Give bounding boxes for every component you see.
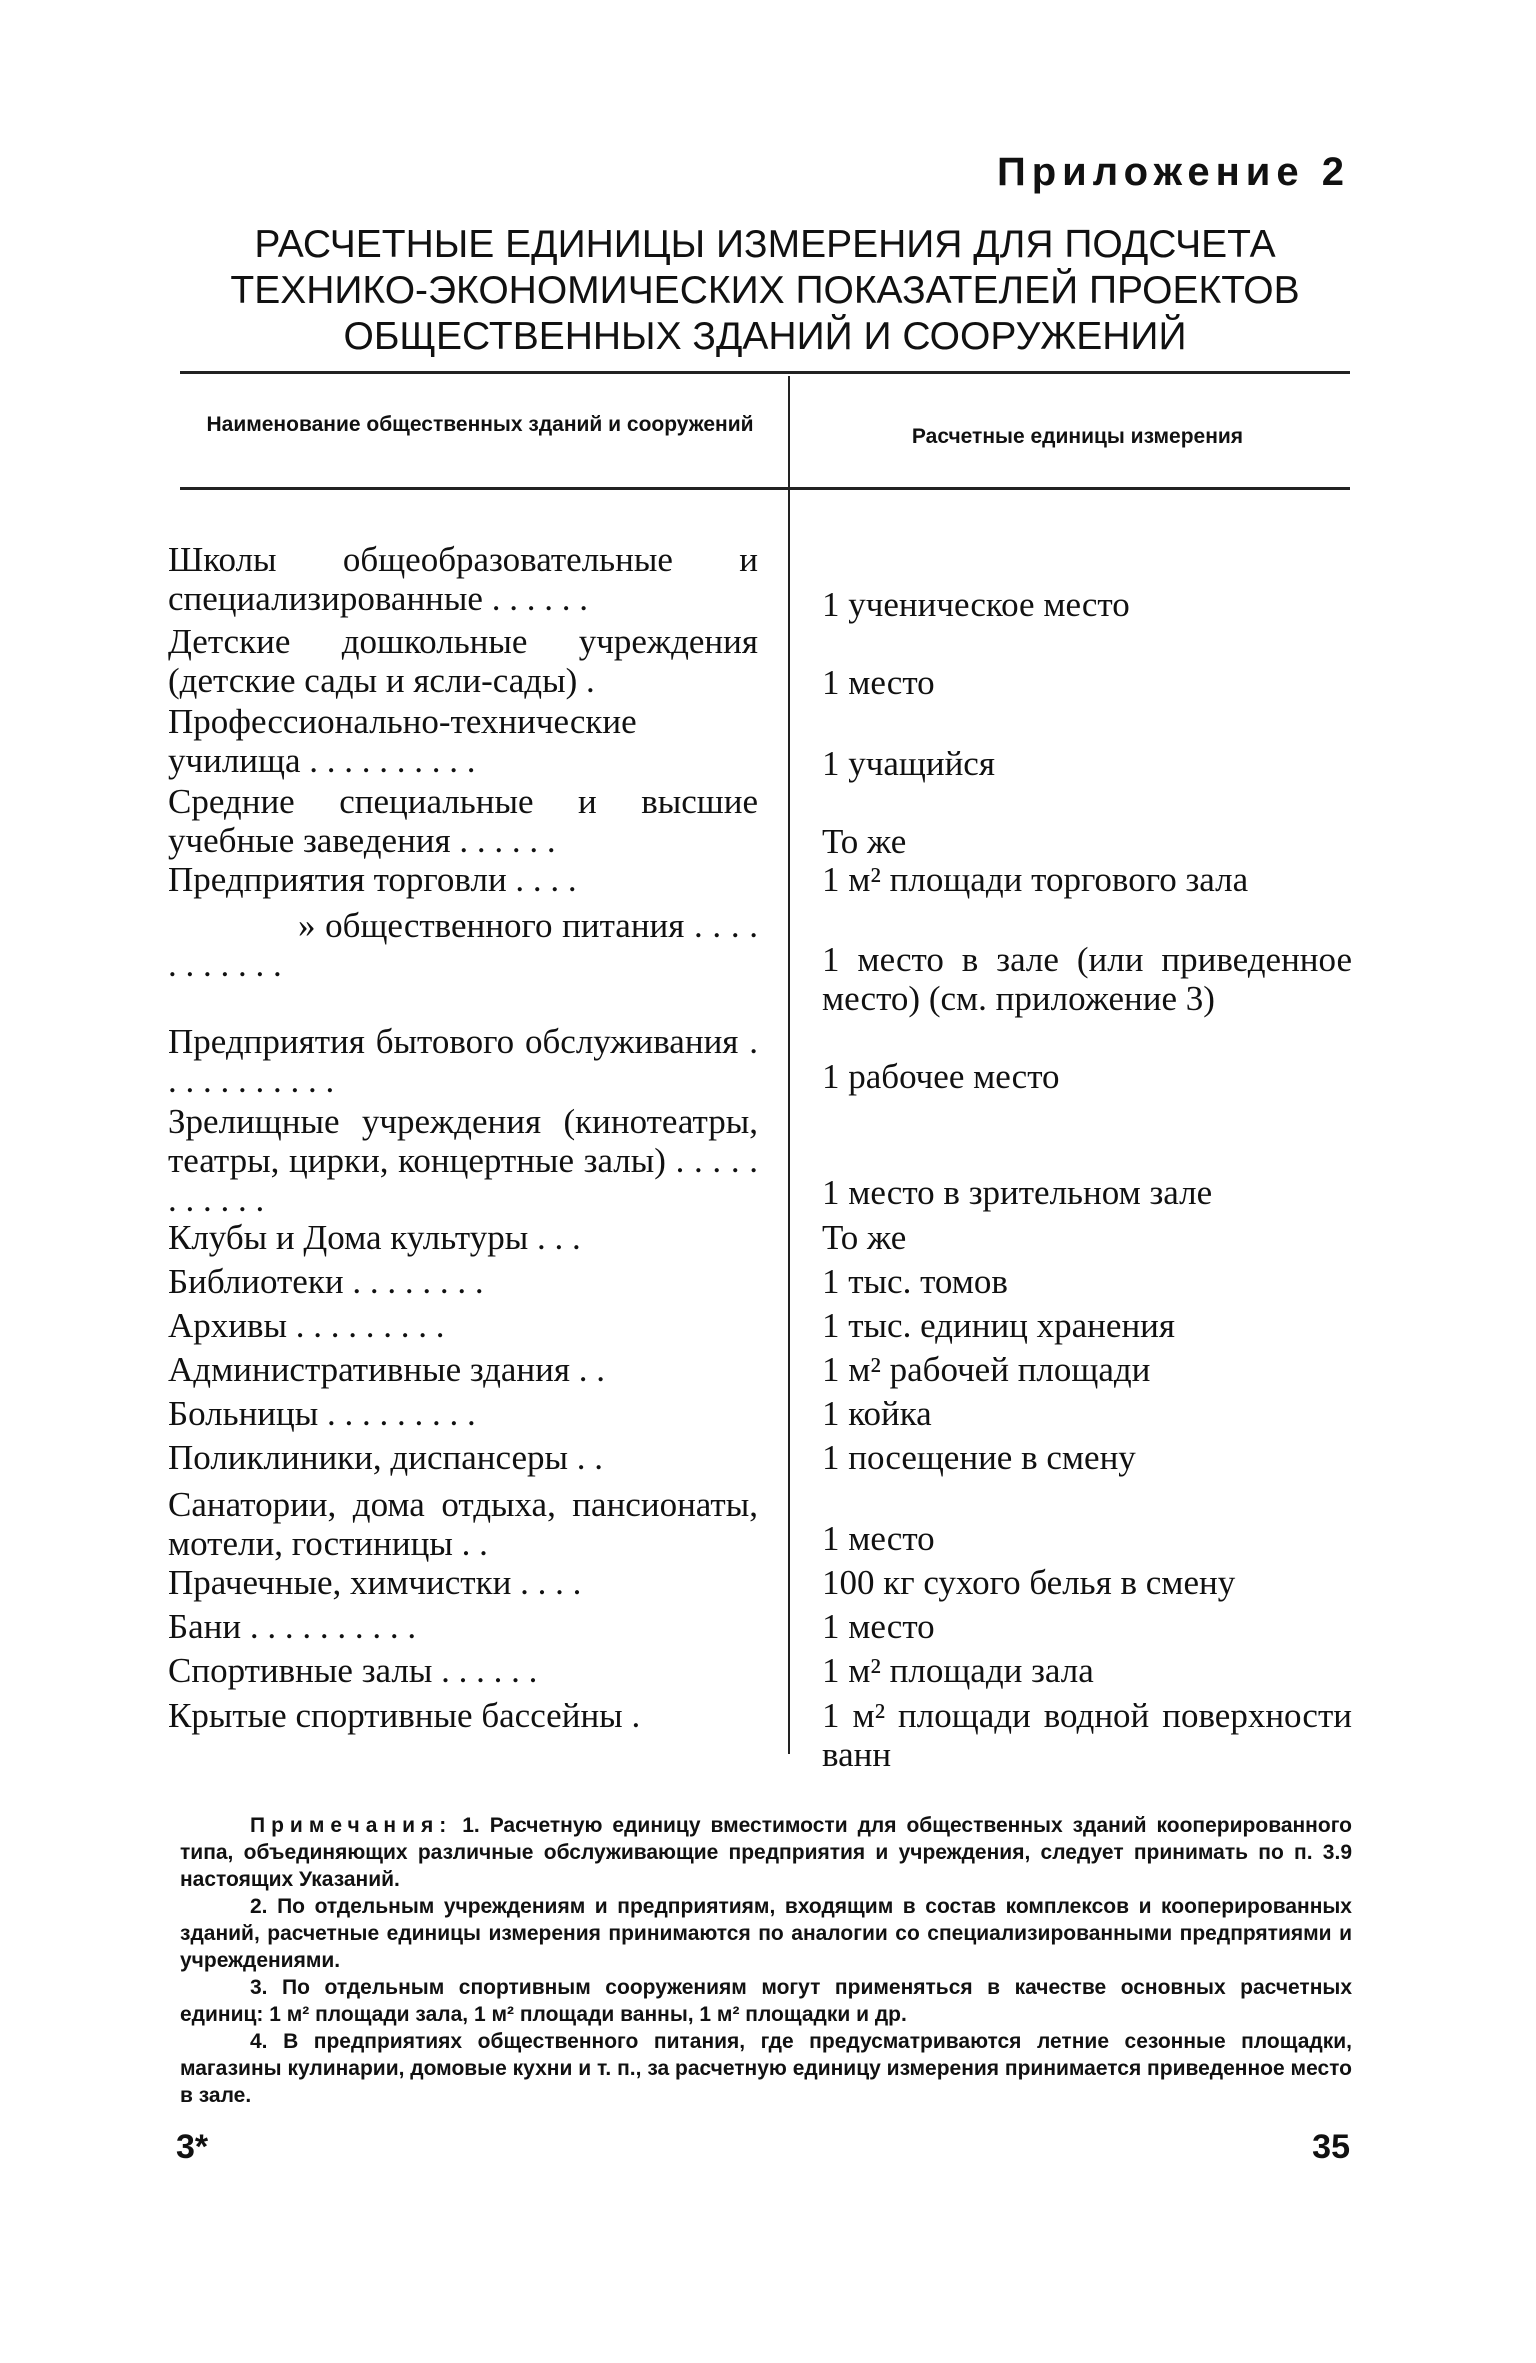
table-row-name: Архивы . . . . . . . . .	[168, 1306, 445, 1345]
table-row-name: » общественного питания . . . . . . . . . . .	[168, 906, 758, 984]
table-row-name: Больницы . . . . . . . . .	[168, 1394, 476, 1433]
table-row-unit: 1 место	[822, 1519, 935, 1558]
notes-section	[180, 1812, 1352, 2109]
table-row-unit: 1 место	[822, 1607, 935, 1646]
table-row-unit: 1 тыс. томов	[822, 1262, 1008, 1301]
table-header-rule	[180, 487, 1350, 490]
table-row-name: Спортивные залы . . . . . .	[168, 1651, 538, 1690]
table-row-name: Средние специальные и высшие учебные заведения . . . . . .	[168, 782, 758, 860]
note-item	[180, 1812, 1352, 1893]
table-row-unit: 1 место в зале (или приведенное место) (см. приложение 3)	[822, 940, 1352, 1018]
column-header-units: Расчетные единицы измерения	[911, 425, 1244, 448]
appendix-label: Приложение 2	[997, 150, 1350, 194]
column-header-name: Наименование общественных зданий и сооружений	[206, 413, 754, 436]
table-row-unit: 1 койка	[822, 1394, 932, 1433]
table-row-name: Зрелищные учреждения (кинотеатры, театры, цирки, концертные залы) . . . . . . . . . . .	[168, 1102, 758, 1219]
table-row-name: Предприятия торговли . . . .	[168, 860, 577, 899]
table-row-unit: То же	[822, 822, 907, 861]
table-row-unit: 1 м² площади водной поверхности ванн	[822, 1696, 1352, 1774]
note-item: 4. В предприятиях общественного питания, где предусматриваются летние сезонные площадки, магазины кулинарии, домовые кухни и т. п., за расчетную единицу измерения принимается приведенное место в зале.	[180, 2030, 1352, 2107]
table-row-name: Административные здания . .	[168, 1350, 605, 1389]
table-row-name: Санатории, дома отдыха, пансионаты, мотели, гостиницы . .	[168, 1485, 758, 1563]
table-row-name: Предприятия бытового обслуживания . . . . . . . . . . .	[168, 1022, 758, 1100]
table-column-divider	[788, 376, 790, 1754]
table-row-unit: 1 м² площади зала	[822, 1651, 1094, 1690]
page-number: 35	[1312, 2128, 1350, 2166]
notes-label: Примечания:	[250, 1814, 453, 1837]
table-row-unit: 1 рабочее место	[822, 1057, 1060, 1096]
table-row-name: Профессионально-технические училища . . . . . . . . . .	[168, 702, 637, 780]
table-row-name: Поликлиники, диспансеры . .	[168, 1438, 603, 1477]
table-row-name: Крытые спортивные бассейны .	[168, 1696, 641, 1735]
title-line: РАСЧЕТНЫЕ ЕДИНИЦЫ ИЗМЕРЕНИЯ ДЛЯ ПОДСЧЕТА	[254, 223, 1276, 266]
title-line: ОБЩЕСТВЕННЫХ ЗДАНИЙ И СООРУЖЕНИЙ	[343, 315, 1187, 358]
table-row-unit: 1 учащийся	[822, 744, 995, 783]
table-row-unit: 1 тыс. единиц хранения	[822, 1306, 1176, 1345]
table-row-unit: 1 место в зрительном зале	[822, 1173, 1213, 1212]
table-row-unit: 1 м² площади торгового зала	[822, 860, 1249, 899]
table-row-unit: 1 место	[822, 663, 935, 702]
table-row-name: Бани . . . . . . . . . .	[168, 1607, 417, 1646]
title-line: ТЕХНИКО-ЭКОНОМИЧЕСКИХ ПОКАЗАТЕЛЕЙ ПРОЕКТОВ	[230, 269, 1300, 312]
table-row-unit: То же	[822, 1218, 907, 1257]
table-row-name: Библиотеки . . . . . . . .	[168, 1262, 484, 1301]
table-row-unit: 1 м² рабочей площади	[822, 1350, 1151, 1389]
table-row-unit: 1 посещение в смену	[822, 1438, 1136, 1477]
table-row-name: Детские дошкольные учреждения (детские сады и ясли-сады) .	[168, 622, 758, 700]
table-row-name: Клубы и Дома культуры . . .	[168, 1218, 581, 1257]
table-row-name: Школы общеобразовательные и специализированные . . . . . .	[168, 540, 758, 618]
signature-mark: 3*	[176, 2128, 209, 2166]
note-item: 3. По отдельным спортивным сооружениям могут применяться в качестве основных расчетных единиц: 1 м² площади зала, 1 м² площади ванны, 1 м² площадки и др.	[180, 1976, 1352, 2026]
table-top-rule	[180, 371, 1350, 374]
note-text: 1. Расчетную единицу вместимости для общественных зданий кооперированного типа, объединяющих различные обслуживающие предприятия и учреждения, следует принимать по п. 3.9 настоящих Указаний.	[180, 1814, 1352, 1891]
table-row-name: Прачечные, химчистки . . . .	[168, 1563, 582, 1602]
table-row-unit: 1 ученическое место	[822, 585, 1130, 624]
table-row-unit: 100 кг сухого белья в смену	[822, 1563, 1236, 1602]
note-item: 2. По отдельным учреждениям и предприятиям, входящим в состав комплексов и кооперированных зданий, расчетные единицы измерения принимаются по аналогии со специализированными предпрятиями и учреждениями.	[180, 1895, 1352, 1972]
page-title	[180, 222, 1350, 360]
